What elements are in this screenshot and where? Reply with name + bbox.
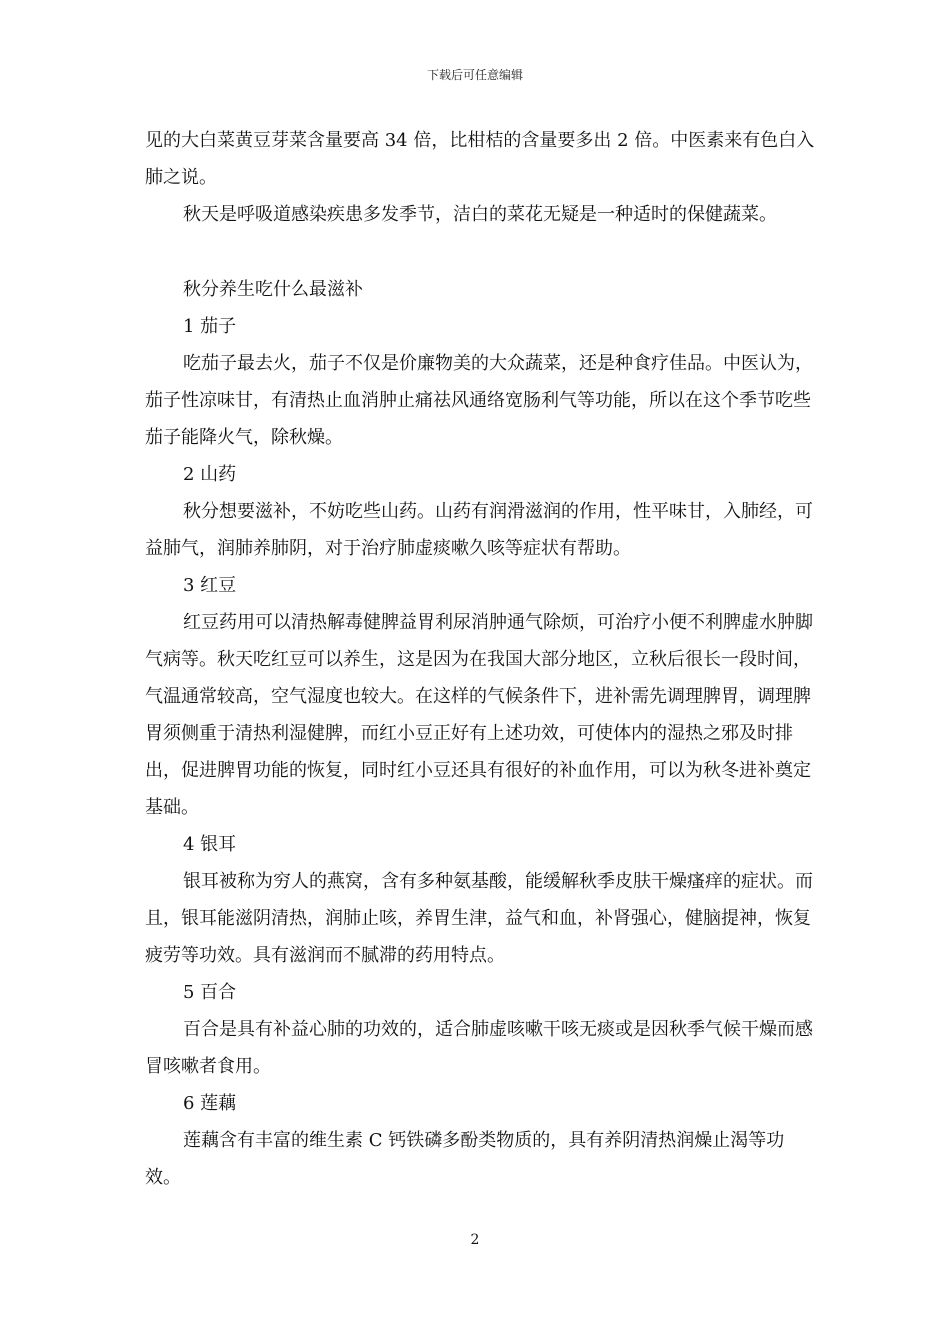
item-heading-eggplant: 1 茄子: [183, 316, 237, 337]
paragraph-continued: 见的大白菜黄豆芽菜含量要高 34 倍，比柑桔的含量要多出 2 倍。中医素来有色白入肺之说。: [145, 130, 815, 188]
paragraph-yam: 秋分想要滋补，不妨吃些山药。山药有润滑滋润的作用，性平味甘，入肺经，可益肺气，润肺养肺阴，对于治疗肺虚痰嗽久咳等症状有帮助。: [145, 501, 813, 559]
paragraph-eggplant: 吃茄子最去火，茄子不仅是价廉物美的大众蔬菜，还是种食疗佳品。中医认为，茄子性凉味甘，有清热止血消肿止痛祛风通络宽肠利气等功能，所以在这个季节吃些茄子能降火气，除秋燥。: [145, 353, 813, 448]
document-body: [145, 122, 817, 1196]
page-number: 2: [470, 1232, 480, 1248]
item-heading-red-bean: 3 红豆: [183, 575, 237, 596]
spacer: [145, 233, 817, 271]
paragraph-lotus-root: 莲藕含有丰富的维生素 C 钙铁磷多酚类物质的，具有养阴清热润燥止渴等功效。: [145, 1130, 785, 1188]
paragraph-red-bean: 红豆药用可以清热解毒健脾益胃利尿消肿通气除烦，可治疗小便不利脾虚水肿脚气病等。秋天吃红豆可以养生，这是因为在我国大部分地区，立秋后很长一段时间，气温通常较高，空气湿度也较大。在这样的气候条件下，进补需先调理脾胃，调理脾胃须侧重于清热利湿健脾，而红小豆正好有上述功效，可使体内的湿热之邪及时排出，促进脾胃功能的恢复，同时红小豆还具有很好的补血作用，可以为秋冬进补奠定基础。: [145, 612, 813, 818]
item-heading-yam: 2 山药: [183, 464, 237, 485]
item-heading-tremella: 4 银耳: [183, 834, 237, 855]
paragraph-cauliflower: 秋天是呼吸道感染疾患多发季节，洁白的菜花无疑是一种适时的保健蔬菜。: [183, 204, 777, 225]
page-header: 下载后可任意编辑: [426, 68, 523, 82]
item-heading-lily: 5 百合: [183, 982, 237, 1003]
paragraph-lily: 百合是具有补益心肺的功效的，适合肺虚咳嗽干咳无痰或是因秋季气候干燥而感冒咳嗽者食用。: [145, 1019, 813, 1077]
item-heading-lotus-root: 6 莲藕: [183, 1093, 237, 1114]
paragraph-tremella: 银耳被称为穷人的燕窝，含有多种氨基酸，能缓解秋季皮肤干燥瘙痒的症状。而且，银耳能滋阴清热，润肺止咳，养胃生津，益气和血，补肾强心，健脑提神，恢复疲劳等功效。具有滋润而不腻滞的药用特点。: [145, 871, 813, 966]
section-title: 秋分养生吃什么最滋补: [183, 279, 363, 300]
